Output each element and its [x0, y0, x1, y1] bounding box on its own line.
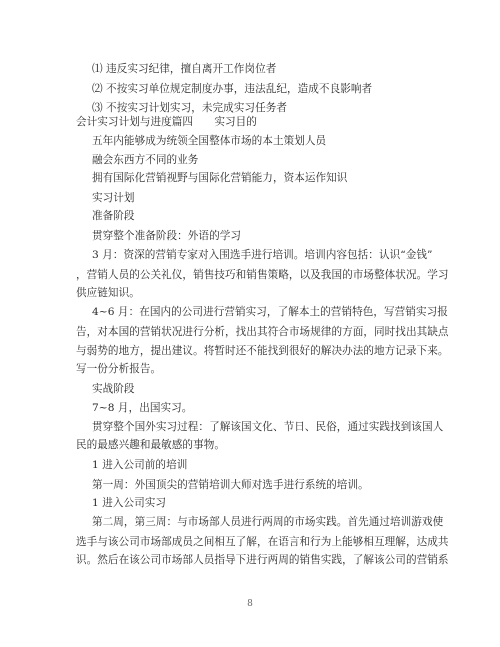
text-line: 实习计划 [92, 192, 135, 204]
text-line: ⑴ 违反实习纪律，擅自离开工作岗位者 [92, 63, 277, 75]
text-line: 第二周，第三周：与市场部人员进行两周的市场实践。首先通过培训游戏使 [92, 516, 444, 528]
text-line: 拥有国际化营销视野与国际化营销能力，资本运作知识 [92, 172, 348, 184]
text-line: 写一份分析报告。 [76, 363, 162, 375]
text-line: 实战阶段 [92, 383, 135, 395]
text-line: 4~6 月：在国内的公司进行营销实习，了解本土的营销特色，写营销实习报 [92, 306, 448, 318]
text-line: 识。然后在该公司市场部人员指导下进行两周的销售实践，了解该公司的营销系 [76, 554, 449, 566]
text-line: 贯穿整个准备阶段：外语的学习 [92, 230, 242, 242]
text-line: ，营销人员的公关礼仪，销售技巧和销售策略，以及我国的市场整体状况。学习 [76, 269, 449, 281]
page-number: 8 [247, 599, 253, 609]
text-line: 供应链知识。 [76, 287, 140, 299]
text-line: 会计实习计划与进度篇四 实习目的 [76, 116, 257, 128]
text-line: 民的最感兴趣和最敏感的事物。 [76, 439, 226, 451]
text-line: 融会东西方不同的业务 [92, 154, 199, 166]
text-line: 选手与该公司市场部成员之间相互了解，在语言和行为上能够相互理解，达成共 [76, 536, 449, 548]
text-line: 1 进入公司实习 [92, 497, 167, 509]
text-line: 贯穿整个国外实习过程：了解该国文化、节日、民俗，通过实践找到该国人 [92, 421, 444, 433]
text-line: 五年内能够成为统领全国整体市场的本土策划人员 [92, 135, 327, 147]
text-line: ⑵ 不按实习单位规定制度办事，违法乱纪，造成不良影响者 [92, 83, 373, 95]
text-line: 准备阶段 [92, 210, 135, 222]
text-line: 3 月：资深的营销专家对入围选手进行培训。培训内容包括：认识“金钱” [92, 249, 433, 261]
text-line: 告，对本国的营销状况进行分析，找出其符合市场规律的方面，同时找出其缺点 [76, 326, 449, 338]
text-line: 与弱势的地方，提出建议。将暂时还不能找到很好的解决办法的地方记录下来。 [76, 345, 449, 357]
text-line: ⑶ 不按实习计划实习，未完成实习任务者 [92, 102, 288, 114]
text-line: 7~8 月，出国实习。 [92, 402, 193, 414]
text-line: 第一周：外国顶尖的营销培训大师对选手进行系统的培训。 [92, 479, 369, 491]
text-line: 1 进入公司前的培训 [92, 459, 188, 471]
